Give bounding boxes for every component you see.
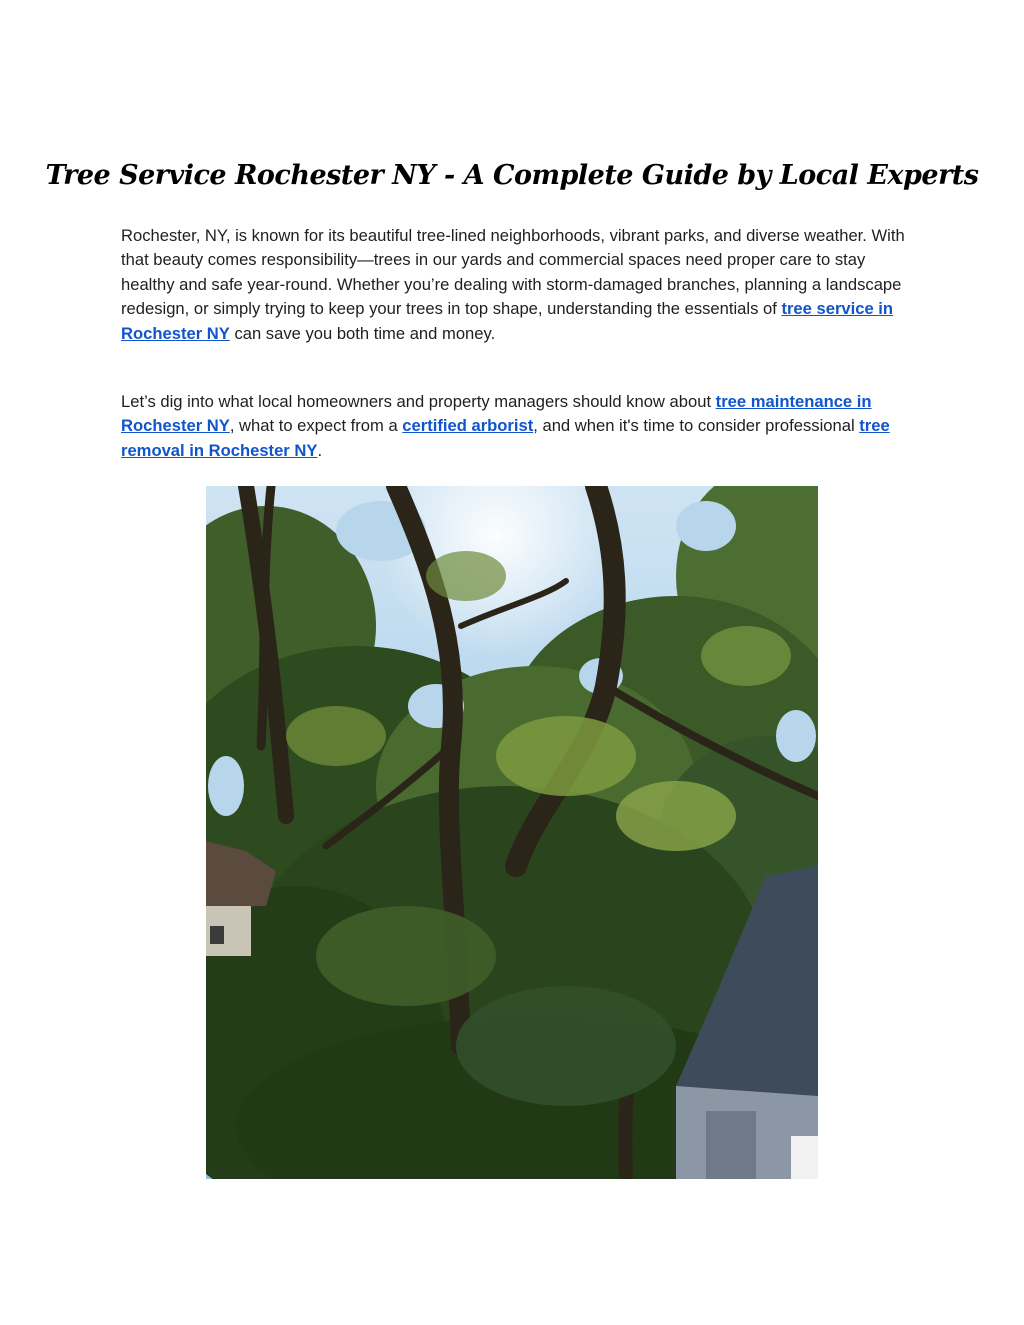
intro-paragraph [121, 224, 911, 346]
intro-text-end: can save you both time and money. [229, 323, 496, 343]
tree-service-link[interactable]: tree service in Rochester NY [121, 299, 894, 343]
page-title: Tree Service Rochester NY - A Complete Guide by Local Experts [45, 160, 979, 191]
guide-paragraph [121, 390, 911, 463]
tree-photo-illustration [206, 486, 818, 1179]
tree-photo [206, 486, 818, 1179]
guide-text-3: , and when it's time to consider professional [533, 416, 860, 436]
tree-removal-link[interactable]: tree removal in Rochester NY [121, 416, 890, 460]
intro-text-start: Rochester, NY, is known for its beautiful tree-lined neighborhoods, vibrant parks, and diverse weather. With that beauty comes responsibility—trees in our yards and commercial spaces need proper care to stay healthy and safe year-round. Whether you’re dealing with storm-damaged branches, planning a landscape redesign, or simply trying to keep your trees in top shape, understanding the essentials of [121, 226, 905, 319]
certified-arborist-link[interactable]: certified arborist [402, 416, 534, 436]
tree-maintenance-link[interactable]: tree maintenance in Rochester NY [121, 392, 872, 436]
guide-text-2: , what to expect from a [229, 416, 403, 436]
guide-text-1: Let’s dig into what local homeowners and property managers should know about [121, 392, 716, 411]
guide-text-4: . [317, 440, 323, 460]
